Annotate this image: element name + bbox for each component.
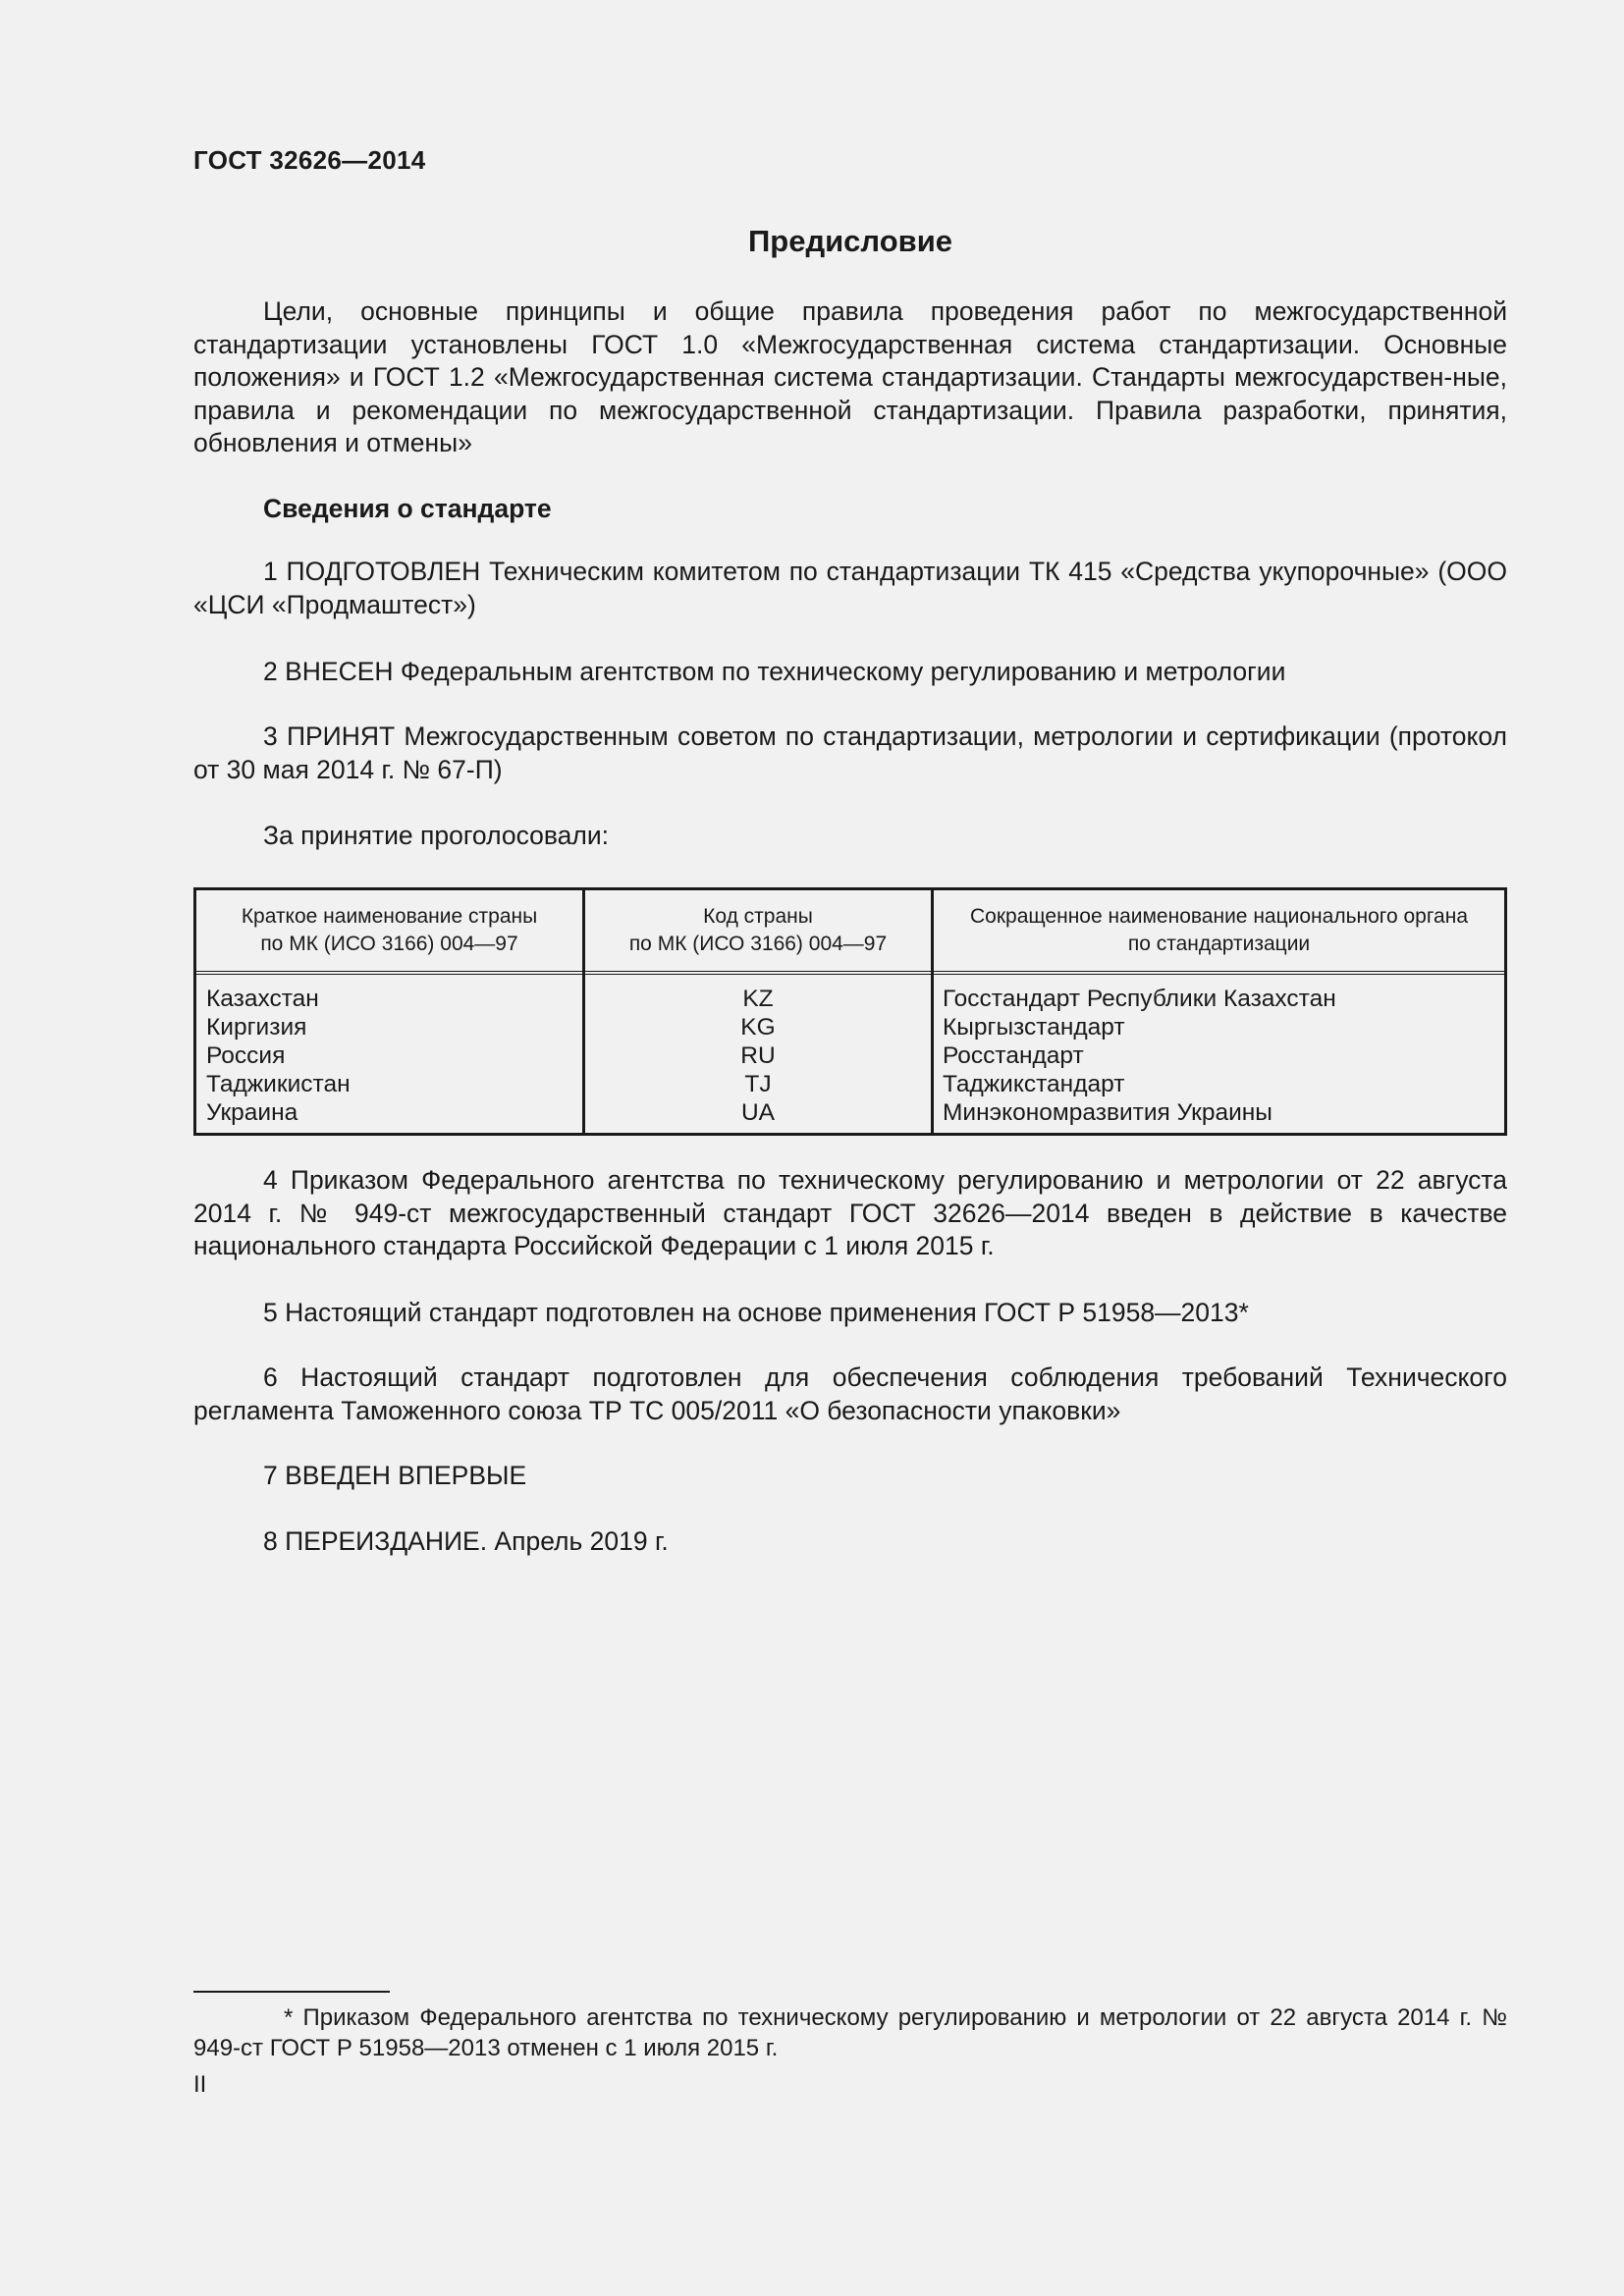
item-8-paragraph: 8 ПЕРЕИЗДАНИЕ. Апрель 2019 г. bbox=[263, 1526, 669, 1556]
table-cell-body: Минэкономразвития Украины bbox=[943, 1099, 1272, 1126]
document-page bbox=[193, 0, 1507, 2296]
voted-label: За принятие проголосовали: bbox=[263, 821, 610, 850]
table-cell-code: RU bbox=[740, 1042, 776, 1069]
table-cell-code: TJ bbox=[744, 1071, 772, 1097]
header-national-body bbox=[934, 890, 1504, 971]
header-national-body-line-1: Сокращенное наименование национального органа bbox=[969, 905, 1469, 928]
item-6-paragraph: 6 Настоящий стандарт подготовлен для обеспечения соблюдения требований Технического регламента Таможенного союза ТР ТС 005/2011 «О безопасности упаковки» bbox=[193, 1362, 1507, 1425]
country-code-column bbox=[585, 985, 931, 1127]
item-2-paragraph: 2 ВНЕСЕН Федеральным агентством по техническому регулированию и метрологии bbox=[263, 657, 1286, 686]
header-country-name-line-1: Краткое наименование страны bbox=[241, 905, 538, 928]
table-cell-code: KG bbox=[740, 1014, 776, 1041]
header-country-code-line-1: Код страны bbox=[703, 905, 813, 928]
intro-paragraph: Цели, основные принципы и общие правила проведения работ по межгосударственной стандартизации установлены ГОСТ 1.0 «Межгосударственная система стандартизации. Основные положения» и ГОСТ 1.2 «Межгосударственная система стандартизации. Стандарты межгосударствен-ные, правила и рекомендации по межгосударственной стандартизации. Правила разработки, принятия, обновления и отмены» bbox=[193, 296, 1507, 457]
header-national-body-line-2: по стандартизации bbox=[1127, 933, 1311, 955]
page-title: Предисловие bbox=[747, 224, 952, 258]
item-3-paragraph: 3 ПРИНЯТ Межгосударственным советом по стандартизации, метрологии и сертификации (протокол от 30 мая 2014 г. № 67-П) bbox=[193, 721, 1507, 784]
item-1-paragraph: 1 ПОДГОТОВЛЕН Техническим комитетом по стандартизации ТК 415 «Средства укупорочные» (ООО «ЦСИ «Продмаштест») bbox=[193, 557, 1507, 619]
footnote-separator bbox=[193, 1991, 390, 1993]
national-body-column bbox=[943, 985, 1502, 1127]
section-heading: Сведения о стандарте bbox=[263, 494, 552, 523]
item-4-paragraph: 4 Приказом Федерального агентства по техническому регулированию и метрологии от 22 августа 2014 г. № 949-ст межгосударственный стандарт ГОСТ 32626—2014 введен в действие в качестве национального стандарта Российской Федерации с 1 июля 2015 г. bbox=[193, 1165, 1507, 1260]
table-cell-country: Казахстан bbox=[206, 986, 319, 1012]
header-country-name-line-2: по МК (ИСО 3166) 004—97 bbox=[260, 933, 518, 955]
item-5-paragraph: 5 Настоящий стандарт подготовлен на основе применения ГОСТ Р 51958—2013* bbox=[263, 1298, 1249, 1327]
table-cell-country: Таджикистан bbox=[206, 1071, 351, 1097]
table-cell-body: Госстандарт Республики Казахстан bbox=[943, 986, 1336, 1012]
table-cell-code: KZ bbox=[742, 986, 774, 1012]
voting-table bbox=[193, 887, 1507, 1136]
table-cell-code: UA bbox=[740, 1099, 776, 1126]
header-country-code bbox=[585, 890, 931, 971]
footnote: * Приказом Федерального агентства по техническому регулированию и метрологии от 22 августа 2014 г. № 949-ст ГОСТ Р 51958—2013 отменен с 1 июля 2015 г. bbox=[193, 2004, 1507, 2061]
table-cell-country: Украина bbox=[206, 1099, 298, 1126]
table-cell-country: Россия bbox=[206, 1042, 286, 1069]
header-country-code-line-2: по МК (ИСО 3166) 004—97 bbox=[628, 933, 888, 955]
table-cell-country: Киргизия bbox=[206, 1014, 307, 1041]
country-name-column bbox=[206, 985, 574, 1127]
page-number: II bbox=[193, 2071, 207, 2098]
table-cell-body: Таджикстандарт bbox=[943, 1071, 1125, 1097]
document-code: ГОСТ 32626—2014 bbox=[193, 145, 426, 175]
table-cell-body: Росстандарт bbox=[943, 1042, 1084, 1069]
table-cell-body: Кыргызстандарт bbox=[943, 1014, 1125, 1041]
item-7-paragraph: 7 ВВЕДЕН ВПЕРВЫЕ bbox=[263, 1461, 527, 1490]
header-country-name bbox=[196, 890, 582, 971]
